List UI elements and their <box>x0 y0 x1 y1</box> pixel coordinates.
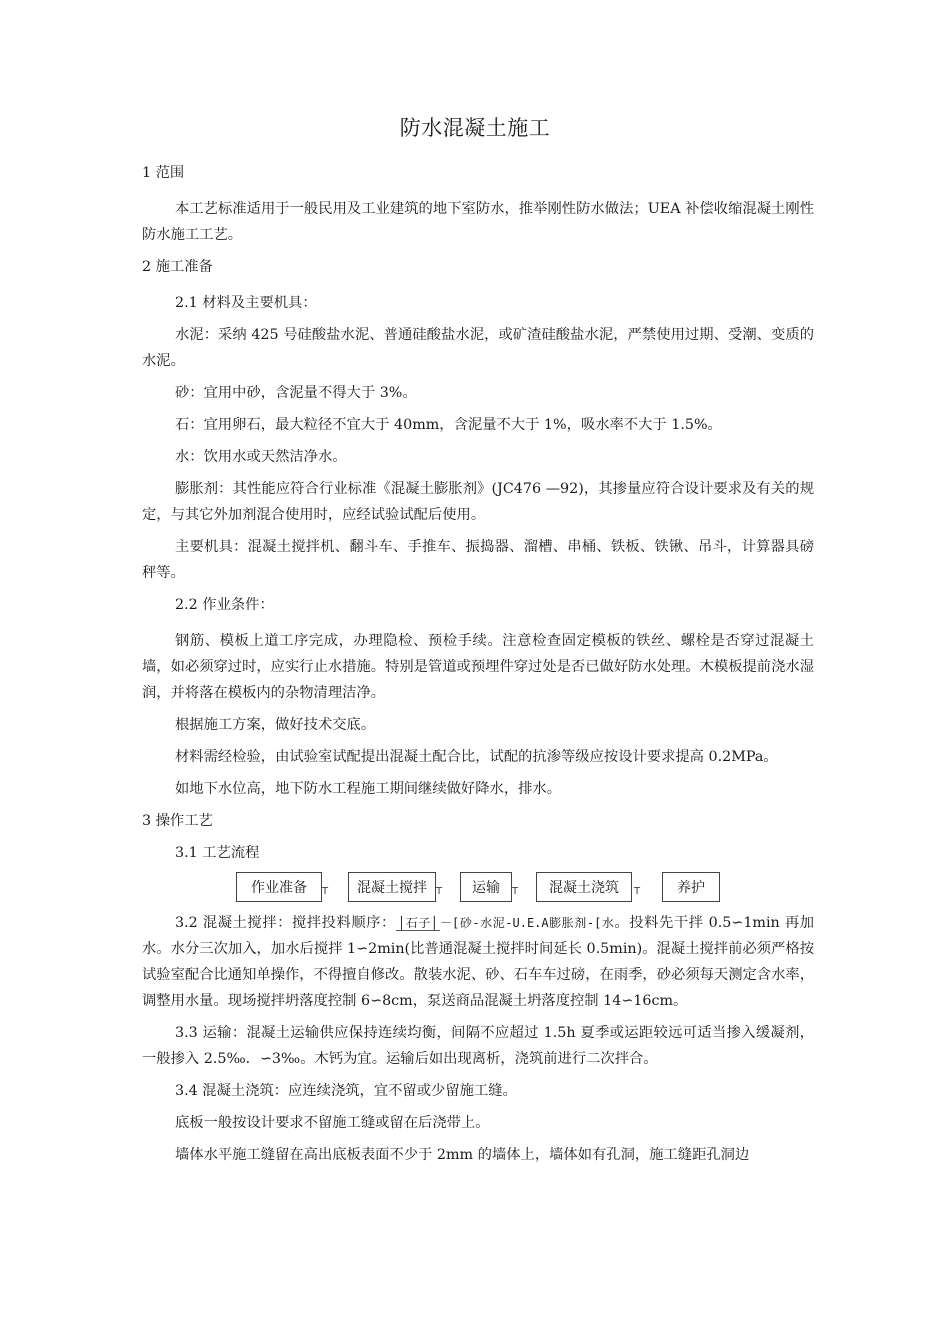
section-1-heading: 1 范围 <box>142 165 185 181</box>
subsection-3-1-heading: 3.1 工艺流程 <box>175 845 260 861</box>
subsection-2-2-heading: 2.2 作业条件： <box>175 597 274 613</box>
stone-paragraph: 石：宜用卵石，最大粒径不宜大于 40mm，含泥量不大于 1%，吸水率不大于 1.5%。 <box>175 417 722 433</box>
pouring-paragraph: 3.4 混凝土浇筑：应连续浇筑，宜不留或少留施工缝。 <box>175 1083 517 1099</box>
flow-step-transport: 运输 <box>460 872 512 902</box>
scope-paragraph: 本工艺标准适用于一般民用及工业建筑的地下室防水，推举刚性防水做法；UEA 补偿收缩混凝土刚性防水施工工艺。 <box>142 201 814 243</box>
slab-paragraph: 底板一般按设计要求不留施工缝或留在后浇带上。 <box>175 1115 490 1131</box>
condition-paragraph-1: 钢筋、模板上道工序完成，办理隐检、预检手续。注意检查固定模板的铁丝、螺栓是否穿过混凝土墙，如必须穿过时，应实行止水措施。特别是管道或预埋件穿过处是否已做好防水处理。木模板提前浇水湿润，并将落在模板内的杂物清理洁净。 <box>142 633 814 701</box>
mixing-sequence: －[砂-水泥-U.E.A膨胀剂-[水 <box>440 916 615 930</box>
flow-step-pouring: 混凝土浇筑 <box>536 872 632 902</box>
wall-joint-paragraph: 墙体水平施工缝留在高出底板表面不少于 2mm 的墙体上，墙体如有孔洞，施工缝距孔洞边 <box>175 1147 750 1163</box>
flow-arrow-1: T <box>322 886 329 897</box>
condition-paragraph-4: 如地下水位高，地下防水工程施工期间继续做好降水，排水。 <box>175 781 562 797</box>
mixing-paragraph <box>142 910 814 1014</box>
cement-paragraph: 水泥：采纳 425 号硅酸盐水泥、普通硅酸盐水泥，或矿渣硅酸盐水泥，严禁使用过期、受潮、变质的水泥。 <box>142 327 814 369</box>
section-3-heading: 3 操作工艺 <box>142 813 213 829</box>
water-paragraph: 水：饮用水或天然洁净水。 <box>175 449 347 465</box>
tools-paragraph: 主要机具：混凝土搅拌机、翻斗车、手推车、振捣器、溜槽、串桶、铁板、铁锹、吊斗，计算器具磅秤等。 <box>142 539 814 581</box>
condition-paragraph-2: 根据施工方案，做好技术交底。 <box>175 717 376 733</box>
flow-arrow-4: T <box>634 886 641 897</box>
mixing-detail: 。投料先干拌 0.5∽1min 再加水。水分三次加入，加水后搅拌 1∽2min(比普通混凝土搅拌时间延长 0.5min)。混凝土搅拌前必须严格按试验室配合比通知单操作，不得擅自修改。散装水泥、砂、石车车过磅，在雨季，砂必须每天测定含水率，调整用水量。现场搅拌坍落度控制 6∽8cm，泵送商品混凝土坍落度控制 14∽16cm。 <box>142 915 815 1009</box>
mixing-intro: 3.2 混凝土搅拌：搅拌投料顺序： <box>175 915 396 931</box>
sand-paragraph: 砂：宜用中砂，含泥量不得大于 3%。 <box>175 385 417 401</box>
transport-paragraph: 3.3 运输：混凝土运输供应保持连续均衡，间隔不应超过 1.5h 夏季或运距较远可适当掺入缓凝剂，一般掺入 2.5‰．∽3‰。木钙为宜。运输后如出现离析，浇筑前进行二次拌合。 <box>142 1025 814 1067</box>
process-flow-diagram <box>142 872 814 906</box>
page-title: 防水混凝土施工 <box>399 116 551 140</box>
flow-arrow-2: T <box>436 886 443 897</box>
subsection-2-1-heading: 2.1 材料及主要机具： <box>175 295 317 311</box>
mixing-stone-box: │石子│ <box>397 916 439 930</box>
flow-step-mixing: 混凝土搅拌 <box>348 872 436 902</box>
condition-paragraph-3: 材料需经检验，由试验室试配提出混凝土配合比，试配的抗渗等级应按设计要求提高 0.2MPa。 <box>175 749 778 765</box>
flow-step-preparation: 作业准备 <box>236 872 322 902</box>
flow-step-curing: 养护 <box>662 872 720 902</box>
section-2-heading: 2 施工准备 <box>142 259 213 275</box>
document-body <box>142 160 814 1168</box>
flow-arrow-3: T <box>512 886 519 897</box>
expansion-agent-paragraph: 膨胀剂：其性能应符合行业标准《混凝土膨胀剂》(JC476 —92)，其掺量应符合设计要求及有关的规定，与其它外加剂混合使用时，应经试验试配后使用。 <box>142 481 814 523</box>
